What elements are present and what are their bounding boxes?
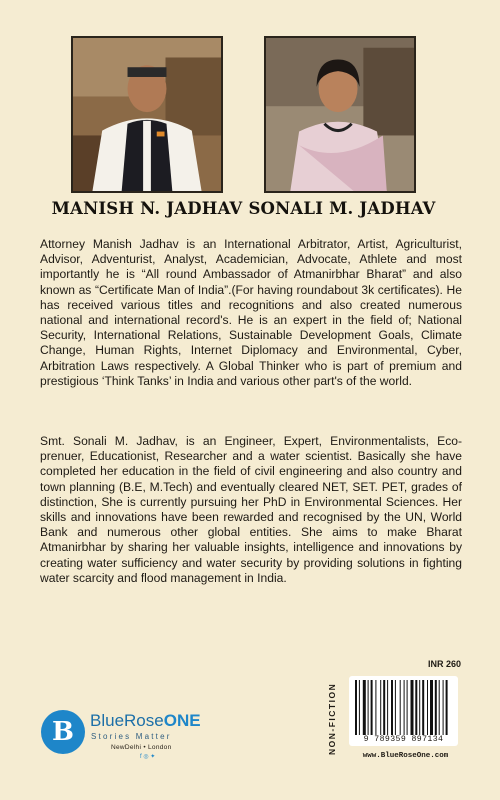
price-label: INR 260 bbox=[428, 659, 462, 669]
publisher-name-main: BlueRose bbox=[90, 711, 164, 730]
isbn-number: 9 789359 897134 bbox=[363, 735, 444, 744]
publisher-name bbox=[90, 711, 201, 731]
publisher-tagline: Stories Matter bbox=[91, 732, 172, 741]
barcode-bars bbox=[354, 680, 453, 735]
author-photo-manish bbox=[71, 36, 223, 193]
publisher-logo-letter: B bbox=[52, 717, 74, 747]
publisher-website: www.BlueRoseOne.com bbox=[362, 752, 449, 760]
author-name-manish: MANISH N. JADHAV bbox=[51, 199, 243, 218]
social-icons: f ◎ ✦ bbox=[140, 754, 156, 760]
publisher-locations: NewDelhi • London bbox=[111, 744, 172, 751]
publisher-name-accent: ONE bbox=[163, 711, 201, 730]
bio-sonali: Smt. Sonali M. Jadhav, is an Engineer, Expert, Environmentalists, Eco-prenuer, Educationist, Researcher and a water scientist. Basically she have completed her education in the field of civil engineering and also country and town planning (B.E, M.Tech) and eventually cleared NET, SET. PET, grades of distinction, She is currently pursuing her PhD in Environmental Sciences. Her skills and innovations have been rewarded and recognised by the UN, World Bank and numerous other global entities. She aims to make Bharat Atmanirbhar by sharing her valuable insights, intelligence and innovations by creating water sufficiency and water security by providing solutions in fighting water scarcity and flood management in India. bbox=[40, 434, 462, 585]
genre-label: NON-FICTION bbox=[327, 682, 337, 756]
author-name-sonali: SONALI M. JADHAV bbox=[248, 199, 436, 218]
bio-manish: Attorney Manish Jadhav is an International Arbitrator, Artist, Agriculturist, Advisor, Adventurist, Analyst, Academician, Advocate, Athlete and most importantly he is “All round Ambassador of Atmanirbhar Bharat” and also known as “Certificate Man of India”.(For having roundabout 3k certificates). He has received various titles and recognitions and also created numerous national and international record's. He is an expert in the field of; National Security, International Relations, Sustainable Development Goals, Climate Change, Human Rights, Internet Diplomacy and Environmental, Cyber, Arbitration Laws respectively. A Global Thinker who is part of premium and prestigious ‘Think Tanks’ in India and various other part's of the world. bbox=[40, 237, 462, 388]
author-photo-sonali bbox=[264, 36, 416, 193]
publisher-logo bbox=[41, 710, 85, 754]
